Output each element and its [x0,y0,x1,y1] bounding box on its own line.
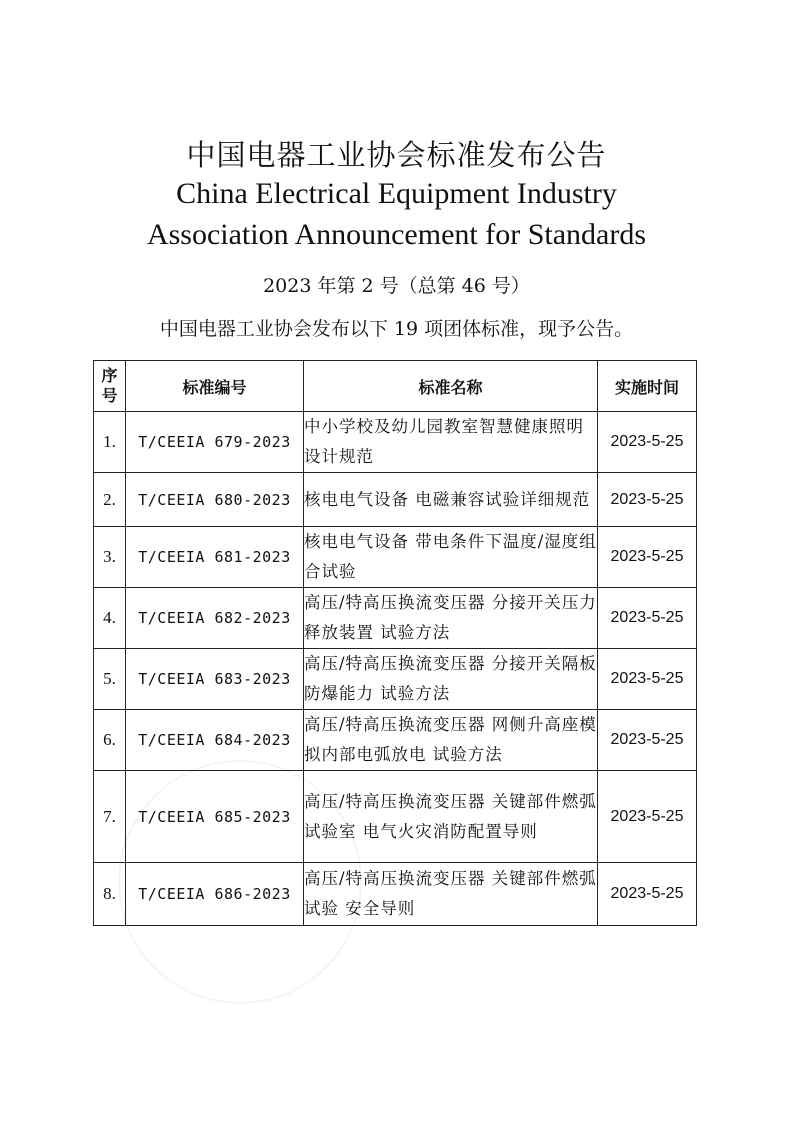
row-date: 2023-5-25 [598,588,697,649]
table-row [94,771,697,863]
table-row [94,473,697,527]
table-row [94,710,697,771]
row-date: 2023-5-25 [598,710,697,771]
row-no: 8. [94,863,126,926]
row-date: 2023-5-25 [598,649,697,710]
row-name: 核电电气设备 电磁兼容试验详细规范 [304,473,598,527]
row-no: 4. [94,588,126,649]
title-english-line-2: Association Announcement for Standards [146,218,647,251]
row-code: T/CEEIA 681-2023 [126,527,304,588]
table-row [94,412,697,473]
row-date: 2023-5-25 [598,863,697,926]
row-code: T/CEEIA 685-2023 [126,771,304,863]
row-date: 2023-5-25 [598,771,697,863]
row-code: T/CEEIA 679-2023 [126,412,304,473]
row-name: 高压/特高压换流变压器 网侧升高座模拟内部电弧放电 试验方法 [304,710,598,771]
header-name: 标准名称 [304,361,598,412]
table-header-row [94,361,697,412]
row-code: T/CEEIA 680-2023 [126,473,304,527]
row-code: T/CEEIA 686-2023 [126,863,304,926]
issue-number: 2023 年第 2 号（总第 46 号） [263,275,530,297]
header-code: 标准编号 [126,361,304,412]
row-no: 3. [94,527,126,588]
row-no: 2. [94,473,126,527]
table-row [94,588,697,649]
row-name: 中小学校及幼儿园教室智慧健康照明设计规范 [304,412,598,473]
header-no [94,361,126,412]
intro-paragraph: 中国电器工业协会发布以下 19 项团体标准，现予公告。 [159,318,634,340]
row-no: 6. [94,710,126,771]
title-chinese: 中国电器工业协会标准发布公告 [186,138,607,172]
row-name: 高压/特高压换流变压器 关键部件燃弧试验 安全导则 [304,863,598,926]
row-name: 高压/特高压换流变压器 关键部件燃弧试验室 电气火灾消防配置导则 [304,771,598,863]
row-date: 2023-5-25 [598,473,697,527]
table-row [94,527,697,588]
row-no: 5. [94,649,126,710]
standards-table [93,360,697,926]
table-row [94,649,697,710]
row-code: T/CEEIA 682-2023 [126,588,304,649]
row-no: 1. [94,412,126,473]
row-name: 高压/特高压换流变压器 分接开关隔板防爆能力 试验方法 [304,649,598,710]
row-date: 2023-5-25 [598,527,697,588]
row-name: 核电电气设备 带电条件下温度/湿度组合试验 [304,527,598,588]
title-english-line-1: China Electrical Equipment Industry [176,177,617,210]
row-code: T/CEEIA 684-2023 [126,710,304,771]
row-code: T/CEEIA 683-2023 [126,649,304,710]
row-name: 高压/特高压换流变压器 分接开关压力释放装置 试验方法 [304,588,598,649]
header-date: 实施时间 [598,361,697,412]
row-date: 2023-5-25 [598,412,697,473]
row-no: 7. [94,771,126,863]
header-no-label: 序号 [101,366,118,405]
table-row [94,863,697,926]
